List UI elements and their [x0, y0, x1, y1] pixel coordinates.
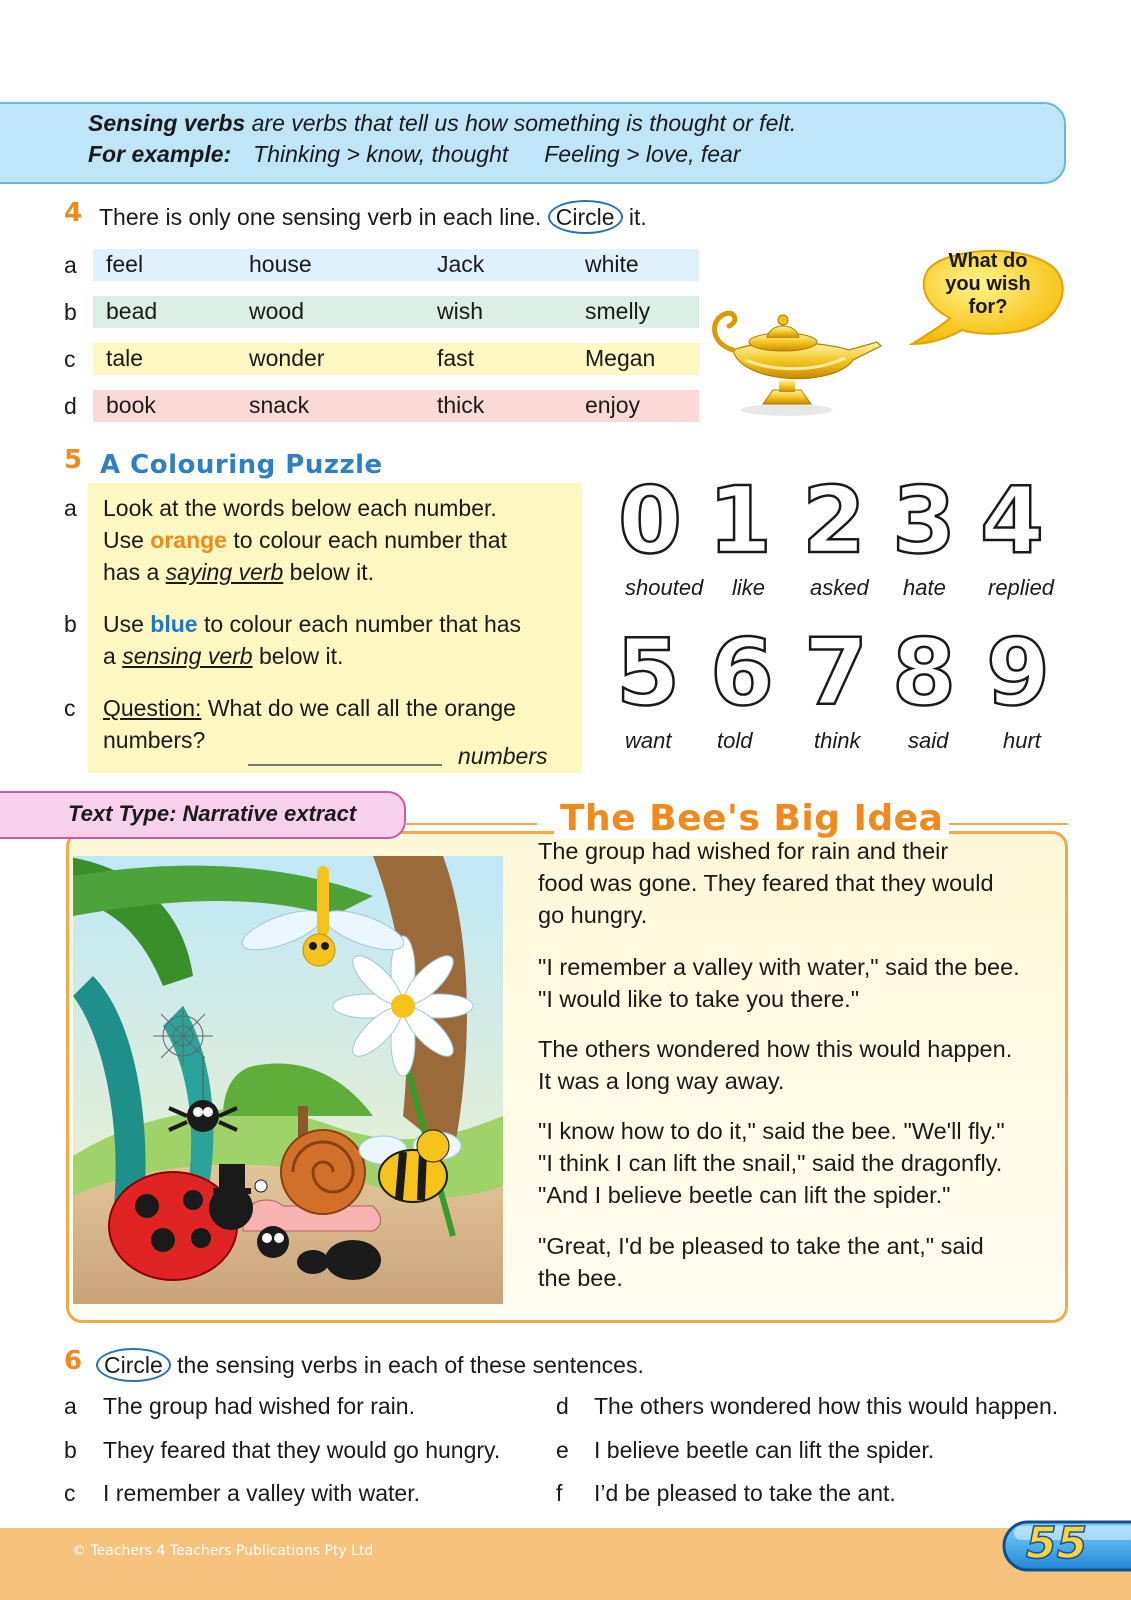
number-character-6[interactable]	[706, 616, 806, 726]
word-option[interactable]: book	[106, 392, 156, 418]
page-number: 55	[1026, 1518, 1088, 1569]
q5-text: Use	[103, 611, 151, 637]
svg-text:9: 9	[985, 619, 1051, 726]
bubble-line: for?	[968, 296, 1008, 318]
q6-sentence-e[interactable]: I believe beetle can lift the spider.	[594, 1437, 935, 1463]
svg-text:6: 6	[709, 619, 775, 726]
word-option[interactable]: tale	[106, 345, 144, 371]
example-label: For example:	[88, 141, 232, 167]
q5-b-line-2	[103, 643, 343, 670]
q4-instruction-end: it.	[622, 204, 647, 230]
word-row-d	[93, 390, 699, 422]
story-line: The others wondered how this would happen.	[538, 1036, 1013, 1062]
definition-term: Sensing verbs	[88, 110, 246, 136]
saying-verb-term: saying verb	[165, 559, 284, 585]
svg-text:3: 3	[891, 467, 957, 574]
copyright-notice: © Teachers 4 Teachers Publications Pty Ltd	[72, 1543, 374, 1559]
question-4-instruction	[99, 200, 647, 234]
word-option[interactable]: Jack	[437, 251, 485, 277]
q6-letter-e: e	[556, 1437, 569, 1463]
q6-sentence-b[interactable]: They feared that they would go hungry.	[103, 1437, 501, 1463]
svg-text:7: 7	[803, 619, 869, 726]
question-label: Question:	[103, 695, 202, 721]
q5-a-line-3	[103, 559, 374, 586]
word-option[interactable]: smelly	[585, 298, 651, 324]
q5-text: below it.	[252, 643, 344, 669]
q5-letter-c: c	[64, 695, 76, 721]
digit-word-4: replied	[988, 575, 1055, 600]
definition-line-1	[88, 110, 796, 137]
word-option[interactable]: house	[249, 251, 312, 277]
digit-word-5: want	[625, 728, 672, 753]
answer-blank[interactable]	[248, 764, 442, 766]
garden-illustration	[73, 856, 503, 1304]
word-option[interactable]: enjoy	[585, 392, 640, 418]
page-footer	[0, 1528, 1131, 1600]
svg-text:4: 4	[979, 467, 1045, 574]
q5-letter-a: a	[64, 495, 77, 521]
svg-text:8: 8	[891, 619, 957, 726]
q6-letter-f: f	[556, 1480, 563, 1506]
question-5-title: A Colouring Puzzle	[100, 450, 383, 480]
q5-a-line-1: Look at the words below each number.	[103, 495, 497, 521]
q5-text: Use	[103, 527, 151, 553]
q5-c-line-1	[103, 695, 516, 722]
word-option[interactable]: feel	[106, 251, 144, 277]
story-line: "I think I can lift the snail," said the dragonfly.	[538, 1150, 1003, 1176]
number-character-7[interactable]	[800, 616, 900, 726]
definition-line-2	[88, 141, 741, 168]
number-character-8[interactable]	[888, 616, 988, 726]
story-line: "I remember a valley with water," said the bee.	[538, 954, 1020, 980]
word-option[interactable]: thick	[437, 392, 485, 418]
row-letter-b: b	[64, 299, 77, 325]
story-line: "And I believe beetle can lift the spider."	[538, 1182, 951, 1208]
q5-text: has a	[103, 559, 166, 585]
word-row-a	[93, 249, 699, 281]
digit-word-7: think	[814, 728, 861, 753]
word-option[interactable]: wonder	[249, 345, 325, 371]
answer-suffix: numbers	[458, 743, 548, 769]
word-option[interactable]: wish	[437, 298, 484, 324]
q4-instruction-text: There is only one sensing verb in each line.	[99, 204, 542, 230]
q6-sentence-d[interactable]: The others wondered how this would happen.	[594, 1393, 1059, 1419]
magic-lamp-icon	[705, 280, 885, 420]
q5-a-line-2	[103, 527, 507, 554]
story-line: "I would like to take you there."	[538, 986, 860, 1012]
q5-c-line-2: numbers?	[103, 727, 206, 753]
word-row-b	[93, 296, 699, 328]
q6-sentence-a[interactable]: The group had wished for rain.	[103, 1393, 415, 1419]
q5-text: What do we call all the orange	[201, 695, 516, 721]
q6-sentence-c[interactable]: I remember a valley with water.	[103, 1480, 421, 1506]
digit-word-6: told	[717, 728, 753, 753]
word-row-c	[93, 343, 699, 375]
q5-letter-b: b	[64, 611, 77, 637]
digit-word-0: shouted	[625, 575, 704, 600]
example-feeling: Feeling > love, fear	[544, 141, 741, 167]
sensing-verb-term: sensing verb	[122, 643, 253, 669]
q6-sentence-f[interactable]: I’d be pleased to take the ant.	[594, 1480, 896, 1506]
number-character-3[interactable]	[888, 464, 988, 574]
word-option[interactable]: bead	[106, 298, 158, 324]
story-line: the bee.	[538, 1265, 623, 1291]
title-rule-left	[405, 823, 537, 825]
orange-word: orange	[150, 527, 227, 553]
question-4-number: 4	[64, 198, 83, 228]
svg-text:2: 2	[801, 467, 867, 574]
example-thinking: Thinking > know, thought	[253, 141, 509, 167]
digit-word-3: hate	[903, 575, 946, 600]
question-6-number: 6	[64, 1346, 83, 1376]
q5-b-line-1	[103, 611, 521, 638]
blue-word: blue	[150, 611, 198, 637]
svg-text:5: 5	[615, 619, 681, 726]
q6-letter-a: a	[64, 1393, 77, 1419]
row-letter-a: a	[64, 252, 77, 278]
q6-instruction-text: the sensing verbs in each of these sentences.	[170, 1352, 644, 1378]
q5-text: below it.	[283, 559, 375, 585]
svg-text:1: 1	[707, 467, 773, 574]
number-character-4[interactable]	[976, 464, 1076, 574]
story-line: "Great, I'd be pleased to take the ant," said	[538, 1233, 984, 1259]
circle-word: Circle	[96, 1348, 171, 1382]
story-line: go hungry.	[538, 902, 648, 928]
q6-letter-c: c	[64, 1480, 76, 1506]
number-character-2[interactable]	[798, 464, 898, 574]
story-line: It was a long way away.	[538, 1068, 785, 1094]
number-character-9[interactable]	[982, 616, 1082, 726]
q6-letter-b: b	[64, 1437, 77, 1463]
question-6-instruction	[96, 1348, 644, 1382]
question-5-number: 5	[64, 445, 83, 475]
svg-text:0: 0	[617, 467, 683, 574]
word-option[interactable]: fast	[437, 345, 475, 371]
word-option[interactable]: wood	[249, 298, 304, 324]
circle-word: Circle	[548, 200, 623, 234]
number-character-1[interactable]	[704, 464, 804, 574]
digit-word-2: asked	[810, 575, 869, 600]
number-character-5[interactable]	[612, 616, 712, 726]
digit-word-1: like	[732, 575, 766, 600]
word-option[interactable]: Megan	[585, 345, 656, 371]
q6-letter-d: d	[556, 1393, 569, 1419]
story-line: food was gone. They feared that they would	[538, 870, 994, 896]
q5-text: to colour each number that has	[197, 611, 522, 637]
bubble-line: What do	[948, 250, 1028, 272]
row-letter-c: c	[64, 346, 76, 372]
row-letter-d: d	[64, 393, 77, 419]
word-option[interactable]: snack	[249, 392, 310, 418]
word-option[interactable]: white	[585, 251, 639, 277]
number-character-0[interactable]	[614, 464, 714, 574]
digit-word-9: hurt	[1003, 728, 1041, 753]
story-line: "I know how to do it," said the bee. "We'll fly."	[538, 1118, 1005, 1144]
story-title: The Bee's Big Idea	[554, 798, 949, 839]
definition-text: are verbs that tell us how something is thought or felt.	[245, 110, 797, 136]
q5-text: to colour each number that	[226, 527, 507, 553]
speech-bubble-text	[930, 250, 1046, 319]
story-line: The group had wished for rain and their	[538, 838, 949, 864]
digit-word-8: said	[908, 728, 949, 753]
text-type-label: Text Type: Narrative extract	[68, 801, 357, 826]
q5-text: a	[103, 643, 123, 669]
bubble-line: you wish	[945, 273, 1031, 295]
